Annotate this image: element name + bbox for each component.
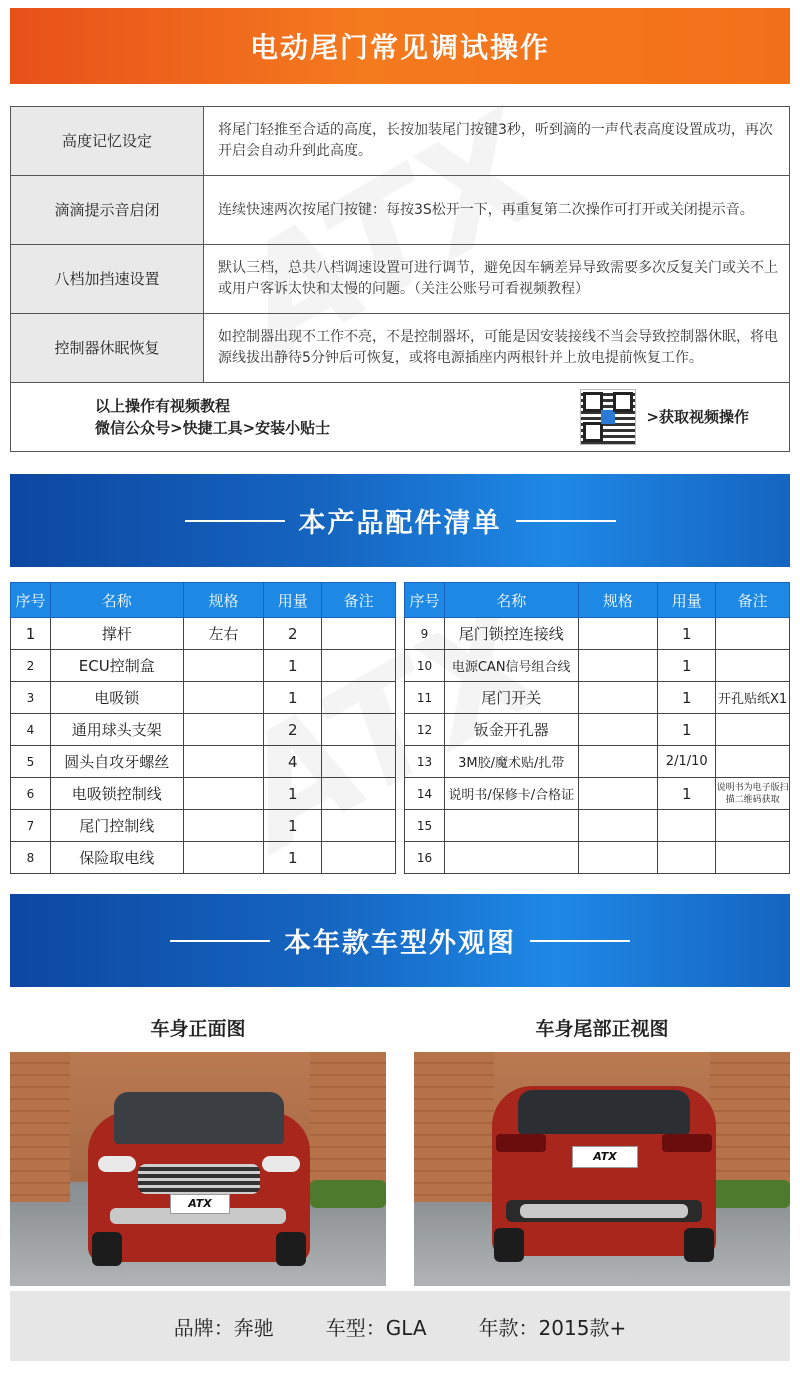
banner-line — [170, 940, 270, 942]
operation-name: 控制器休眠恢复 — [11, 314, 204, 383]
parts-cell-no: 7 — [11, 810, 51, 842]
banner-line — [185, 520, 285, 522]
page-header — [10, 8, 790, 84]
parts-section-title: 本产品配件清单 — [298, 508, 502, 539]
parts-cell-qty: 1 — [264, 810, 322, 842]
car-year: 年款：2015款+ — [478, 1315, 627, 1340]
car-model: 车型：GLA — [325, 1315, 427, 1340]
parts-cell-qty: 2 — [264, 618, 322, 650]
parts-cell-note — [716, 714, 790, 746]
parts-cell-qty: 4 — [264, 746, 322, 778]
parts-cell-spec: 左右 — [183, 618, 264, 650]
parts-cell-name: 撑杆 — [50, 618, 183, 650]
banner-line — [516, 520, 616, 522]
col-header-name: 名称 — [50, 583, 183, 618]
parts-cell-qty: 1 — [264, 778, 322, 810]
col-header-qty: 用量 — [264, 583, 322, 618]
parts-cell-name: 电吸锁控制线 — [50, 778, 183, 810]
parts-cell-note — [322, 682, 396, 714]
parts-cell-qty: 1 — [264, 842, 322, 874]
parts-row — [405, 778, 790, 810]
parts-cell-spec — [578, 618, 658, 650]
operation-desc: 连续快速两次按尾门按键：每按3S松开一下，再重复第二次操作可打开或关闭提示音。 — [204, 176, 790, 245]
parts-row — [11, 682, 396, 714]
parts-cell-qty: 1 — [264, 682, 322, 714]
parts-cell-spec — [578, 650, 658, 682]
parts-cell-spec — [578, 682, 658, 714]
parts-cell-note — [716, 650, 790, 682]
front-photo-caption: 车身正面图 — [150, 1018, 246, 1040]
parts-cell-qty: 1 — [658, 778, 716, 810]
operation-desc: 默认三档，总共八档调速设置可进行调节，避免因车辆差异导致需要多次反复关门或关不上或用户客诉太快和太慢的问题。（关注公账号可看视频教程） — [204, 245, 790, 314]
parts-cell-no: 11 — [405, 682, 445, 714]
parts-cell-name — [444, 842, 578, 874]
qr-code-icon[interactable] — [580, 389, 636, 445]
front-plate: ATX — [170, 1194, 230, 1214]
parts-cell-name: 保险取电线 — [50, 842, 183, 874]
video-link[interactable]: >获取视频操作 — [646, 407, 749, 426]
parts-cell-name: 尾门锁控连接线 — [444, 618, 578, 650]
parts-row — [11, 746, 396, 778]
parts-cell-no: 13 — [405, 746, 445, 778]
parts-cell-name: 3M胶/魔术贴/扎带 — [444, 746, 578, 778]
col-header-spec: 规格 — [183, 583, 264, 618]
parts-cell-name: 尾门控制线 — [50, 810, 183, 842]
parts-cell-note — [322, 618, 396, 650]
rear-plate: ATX — [572, 1146, 638, 1168]
operation-name: 高度记忆设定 — [11, 107, 204, 176]
parts-cell-note — [322, 746, 396, 778]
rear-photo-caption: 车身尾部正视图 — [535, 1018, 669, 1040]
parts-cell-qty: 1 — [658, 618, 716, 650]
parts-cell-note — [716, 810, 790, 842]
parts-cell-name: 圆头自攻牙螺丝 — [50, 746, 183, 778]
page-title: 电动尾门常见调试操作 — [249, 31, 550, 64]
video-line-2: 微信公众号>快捷工具>安装小贴士 — [95, 419, 331, 437]
parts-cell-spec — [183, 650, 264, 682]
parts-row — [405, 618, 790, 650]
parts-cell-no: 4 — [11, 714, 51, 746]
parts-cell-note — [716, 842, 790, 874]
parts-cell-note — [322, 810, 396, 842]
parts-cell-no: 3 — [11, 682, 51, 714]
parts-cell-qty: 2 — [264, 714, 322, 746]
operation-desc: 将尾门轻推至合适的高度，长按加装尾门按键3秒，听到滴的一声代表高度设置成功，再次开启会自动升到此高度。 — [204, 107, 790, 176]
parts-table-left — [10, 582, 396, 874]
parts-cell-spec — [183, 842, 264, 874]
car-section-banner — [10, 894, 790, 987]
parts-cell-spec — [578, 778, 658, 810]
parts-cell-spec — [183, 810, 264, 842]
video-tutorial-row — [11, 383, 790, 452]
operation-row — [11, 314, 790, 383]
car-front-photo — [10, 1052, 386, 1286]
parts-cell-spec — [183, 682, 264, 714]
col-header-no: 序号 — [11, 583, 51, 618]
parts-cell-note: 开孔贴纸X1 — [716, 682, 790, 714]
parts-cell-qty: 1 — [658, 650, 716, 682]
operation-row — [11, 176, 790, 245]
parts-header-row — [11, 583, 396, 618]
parts-row — [11, 842, 396, 874]
parts-row — [11, 650, 396, 682]
parts-cell-note — [322, 842, 396, 874]
parts-cell-name: 尾门开关 — [444, 682, 578, 714]
operation-desc: 如控制器出现不工作不亮，不是控制器坏，可能是因安装接线不当会导致控制器休眠，将电源线拔出静待5分钟后可恢复，或将电源插座内两根针并上放电提前恢复工作。 — [204, 314, 790, 383]
parts-cell-note — [322, 714, 396, 746]
parts-cell-no: 6 — [11, 778, 51, 810]
parts-cell-no: 12 — [405, 714, 445, 746]
col-header-name: 名称 — [444, 583, 578, 618]
operation-row — [11, 245, 790, 314]
col-header-note: 备注 — [322, 583, 396, 618]
parts-row — [405, 842, 790, 874]
car-section-title: 本年款车型外观图 — [284, 928, 516, 959]
parts-cell-spec — [578, 714, 658, 746]
parts-cell-qty: 1 — [264, 650, 322, 682]
col-header-qty: 用量 — [658, 583, 716, 618]
parts-cell-spec — [183, 746, 264, 778]
car-brand: 品牌：奔驰 — [173, 1315, 274, 1340]
parts-cell-no: 16 — [405, 842, 445, 874]
col-header-note: 备注 — [716, 583, 790, 618]
parts-cell-no: 9 — [405, 618, 445, 650]
parts-cell-name: ECU控制盒 — [50, 650, 183, 682]
parts-cell-spec — [578, 842, 658, 874]
col-header-spec: 规格 — [578, 583, 658, 618]
parts-cell-spec — [183, 714, 264, 746]
parts-cell-spec — [183, 778, 264, 810]
parts-cell-no: 14 — [405, 778, 445, 810]
parts-cell-name — [444, 810, 578, 842]
parts-row — [405, 746, 790, 778]
parts-row — [405, 650, 790, 682]
parts-table-right — [404, 582, 790, 874]
car-rear-photo — [414, 1052, 790, 1286]
parts-row — [11, 714, 396, 746]
parts-cell-qty — [658, 810, 716, 842]
video-tutorial-text — [11, 395, 330, 439]
parts-cell-no: 1 — [11, 618, 51, 650]
parts-cell-qty — [658, 842, 716, 874]
operation-name: 滴滴提示音启闭 — [11, 176, 204, 245]
parts-row — [405, 810, 790, 842]
parts-cell-name: 通用球头支架 — [50, 714, 183, 746]
banner-line — [530, 940, 630, 942]
parts-cell-no: 5 — [11, 746, 51, 778]
parts-section-banner — [10, 474, 790, 567]
operation-row — [11, 107, 790, 176]
parts-header-row — [405, 583, 790, 618]
parts-cell-no: 2 — [11, 650, 51, 682]
parts-row — [11, 618, 396, 650]
parts-cell-name: 说明书/保修卡/合格证 — [444, 778, 578, 810]
parts-cell-qty: 2/1/10 — [658, 746, 716, 778]
parts-row — [11, 778, 396, 810]
video-link-group[interactable] — [580, 389, 749, 445]
parts-cell-note — [322, 778, 396, 810]
video-line-1: 以上操作有视频教程 — [95, 397, 231, 415]
operation-name: 八档加挡速设置 — [11, 245, 204, 314]
parts-row — [405, 682, 790, 714]
parts-row — [11, 810, 396, 842]
car-info-bar — [10, 1291, 790, 1361]
parts-cell-note — [322, 650, 396, 682]
parts-cell-spec — [578, 810, 658, 842]
parts-cell-spec — [578, 746, 658, 778]
video-tutorial-cell — [11, 383, 790, 452]
operations-table — [10, 106, 790, 452]
col-header-no: 序号 — [405, 583, 445, 618]
parts-row — [405, 714, 790, 746]
parts-cell-name: 电源CAN信号组合线 — [444, 650, 578, 682]
parts-cell-qty: 1 — [658, 714, 716, 746]
parts-cell-note: 说明书为电子版扫描二维码获取 — [716, 778, 790, 810]
parts-cell-no: 15 — [405, 810, 445, 842]
parts-cell-no: 10 — [405, 650, 445, 682]
parts-cell-name: 电吸锁 — [50, 682, 183, 714]
parts-cell-name: 钣金开孔器 — [444, 714, 578, 746]
parts-cell-no: 8 — [11, 842, 51, 874]
parts-cell-note — [716, 618, 790, 650]
parts-cell-note — [716, 746, 790, 778]
parts-cell-qty: 1 — [658, 682, 716, 714]
